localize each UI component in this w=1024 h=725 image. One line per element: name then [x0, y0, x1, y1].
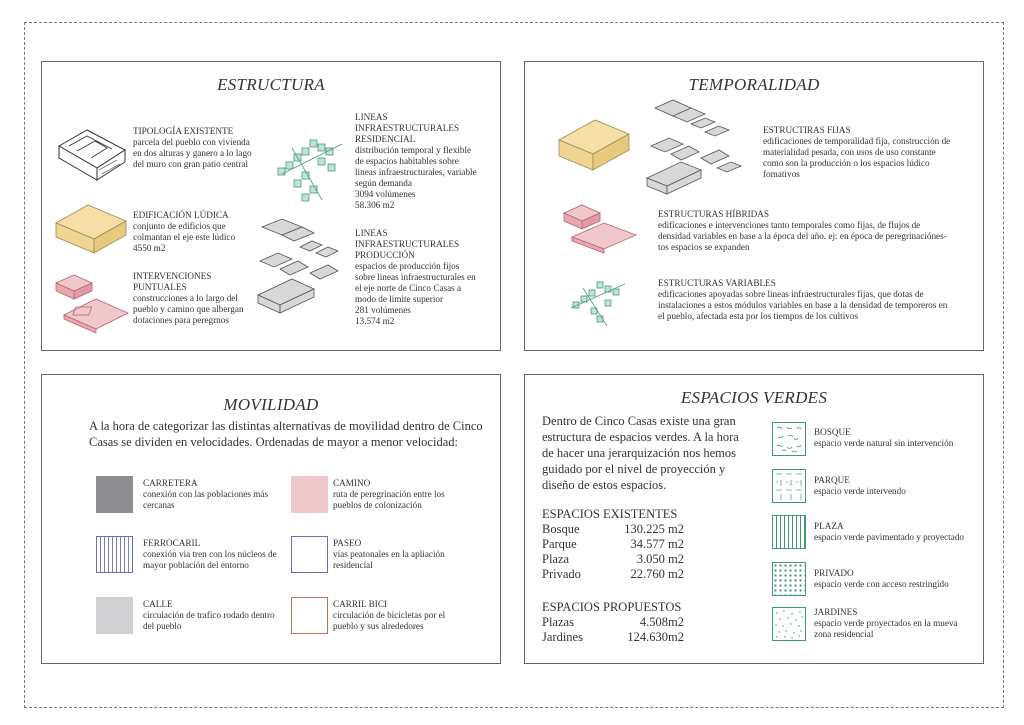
item-line: edificaciones de temporalidad fija, construcción de [763, 136, 951, 146]
hibridas-illustration [560, 203, 640, 253]
panel-temporalidad [524, 61, 984, 351]
item-head: RESIDENCIAL [355, 134, 416, 144]
legend-line: espacio verde intervendo [814, 486, 906, 496]
item-line: 3094 volúmenes [355, 189, 416, 199]
item-line: del pueblo [143, 621, 182, 631]
intro-line: estructura de espacios verdes. A la hora [542, 430, 739, 444]
intro-line: A la hora de categorizar las distintas alternativas de movilidad dentro de Cinco [89, 419, 483, 433]
panel-title: ESPACIOS VERDES [680, 388, 828, 407]
legend-head: PARQUE [814, 475, 850, 485]
item-line: vías peatonales en la apliación [333, 549, 445, 559]
intro-line: guidado por el nivel de proyección y [542, 462, 726, 476]
panel-estructura [41, 61, 501, 351]
item-head: CARRIL BICI [333, 599, 388, 609]
residencial-illustration [272, 134, 352, 214]
plaza-swatch [772, 515, 806, 549]
item-head: CARRETERA [143, 478, 198, 488]
legend-line: zona residencial [814, 629, 874, 639]
item-head: LINEAS [355, 112, 388, 122]
legend-head: PLAZA [814, 521, 844, 531]
item-line: circulación de bicicletas por el [333, 610, 446, 620]
item-line: colmantan el eje este lúdico [133, 232, 236, 242]
carretera-swatch [96, 476, 133, 513]
legend-head: JARDINES [814, 607, 858, 617]
item-line: como son la producción o los espacios lúdico [763, 158, 930, 168]
item-line: 4550 m2 [133, 243, 166, 253]
item-line: del muro con gran patio central [133, 159, 249, 169]
item-line: 58.306 m2 [355, 200, 395, 210]
panel-movilidad [41, 374, 501, 664]
privado-swatch [772, 562, 806, 596]
existentes-title: ESPACIOS EXISTENTES [542, 507, 678, 521]
item-line: edificaciones apoyadas sobre lineas infraestructurales fijas, que dotas de [658, 289, 924, 299]
item-line: 13.574 m2 [355, 316, 395, 326]
carril-bici-swatch [291, 597, 328, 634]
parque-swatch [772, 469, 806, 503]
item-head: PUNTUALES [133, 282, 187, 292]
item-line: modo de límite superior [355, 294, 444, 304]
item-head: PRODUCCIÓN [355, 250, 415, 260]
item-head: ESTRUCTURAS VARIABLES [658, 278, 776, 288]
item-line: dotaciones para peregrnos [133, 315, 229, 325]
item-line: 281 volúmenes [355, 305, 411, 315]
item-line: sobre lineas infraestructurales en [355, 272, 476, 282]
item-line: edificaciones e intervenciones tanto temporales como fijas, de flujos de [658, 220, 921, 230]
item-head: EDIFICACIÓN LÚDICA [133, 210, 229, 220]
item-head: INFRAESTRUCTURALES [355, 239, 460, 249]
intro-line: Dentro de Cinco Casas existe una gran [542, 414, 736, 428]
panel-title: ESTRUCTURA [217, 75, 325, 94]
item-line: de espacios habitables sobre [355, 156, 459, 166]
intervenciones-illustration [52, 273, 132, 333]
paseo-swatch [291, 536, 328, 573]
item-head: CALLE [143, 599, 173, 609]
item-head: CAMINO [333, 478, 371, 488]
intro-line: diseño de estos espacios. [542, 478, 667, 492]
legend-head: BOSQUE [814, 427, 851, 437]
item-line: materialidad pesada, con usos de uso constante [763, 147, 936, 157]
propuestos-title: ESPACIOS PROPUESTOS [542, 600, 682, 614]
item-line: residencial [333, 560, 373, 570]
item-line: parcela del pueblo con vivienda [133, 137, 250, 147]
item-line: mayor población del entorno [143, 560, 249, 570]
item-line: lineas infraestructurales, variable [355, 167, 477, 177]
item-line: conjunto de edificios que [133, 221, 226, 231]
legend-line: espacio verde con acceso restringido [814, 579, 949, 589]
ludica-illustration [54, 199, 129, 254]
item-line: tos espacios se expanden [658, 242, 750, 252]
legend-line: espacio verde pavimentado y proyectado [814, 532, 965, 542]
item-line: conexión via tren con los núcleos de [143, 549, 277, 559]
fijas-illustration [555, 98, 755, 198]
item-head: INTERVENCIONES [133, 271, 212, 281]
item-head: TIPOLOGÍA EXISTENTE [133, 126, 234, 136]
item-line: fomativos [763, 169, 800, 179]
item-line: conexión con las poblaciones más [143, 489, 269, 499]
bosque-swatch [772, 422, 806, 456]
item-line: distribución temporal y flexible [355, 145, 472, 155]
item-line: espacios de producción fijos [355, 261, 460, 271]
camino-swatch [291, 476, 328, 513]
item-line: pueblo y sus alrededores [333, 621, 424, 631]
item-head: INFRAESTRUCTURALES [355, 123, 460, 133]
item-line: construcciones a lo largo del [133, 293, 238, 303]
item-head: ESTRUCTIRAS FIJAS [763, 125, 851, 135]
intro-line: Casas se dividen en velocidades. Ordenadas de mayor a menor velocidad: [89, 435, 458, 449]
item-line: pueblos de colonización [333, 500, 422, 510]
item-line: el eje norte de Cinco Casas a [355, 283, 462, 293]
intro-line: de hacer una jerarquización nos hemos [542, 446, 737, 460]
ferrocaril-swatch [96, 536, 133, 573]
item-line: en dos alturas y ganero a lo lago [133, 148, 252, 158]
item-line: pueblo y camino que albergan [133, 304, 244, 314]
item-head: FERROCARIL [143, 538, 201, 548]
legend-line: espacio verde proyectados en la mueva [814, 618, 958, 628]
tipologia-illustration [57, 124, 127, 184]
item-line: según demanda [355, 178, 412, 188]
item-line: densidad variables en base a la época del año. ej: en época de peregrinaciónes- [658, 231, 947, 241]
item-line: cercanas [143, 500, 175, 510]
legend-head: PRIVADO [814, 568, 854, 578]
item-line: circulación de trafico rodado dentro [143, 610, 275, 620]
item-line: el pueblo, afectada esta por los tiempos de los cultivos [658, 311, 859, 321]
produccion-illustration [252, 217, 352, 317]
item-line: instalaciones a estos módulos variables en base a la densidad de temporeros en [658, 300, 948, 310]
variables-illustration [565, 278, 635, 333]
legend-line: espacio verde natural sin intervención [814, 438, 954, 448]
panel-espacios-verdes: ESPACIOS VERDES Dentro de Cinco Casas existe una gran estructura de espacios verdes. A la hora de hacer una jerarquización nos hemos guidado por el nivel de proyección y diseño de estos espacios. ESPACIOS EXISTENTES Bosque 130.225 m2 Parque 34.577 m2 Plaza 3.050 m2 Privado 22.760 m2 ESPACIOS PROPUESTOS Plazas 4.508m2 Jardines 124.630m2 BOSQUE espacio verde natural sin intervención PARQUE espacio verde intervendo PLAZA espacio verde pavimentado y proyectado PRIVADO espacio verde con acceso restringido JARDINES espacio verde proyectados en la mueva zona residencial [524, 374, 984, 664]
panel-title: TEMPORALIDAD [688, 75, 820, 94]
jardines-swatch [772, 607, 806, 641]
item-head: ESTRUCTURAS HÍBRIDAS [658, 209, 770, 219]
item-head: LINEAS [355, 228, 388, 238]
item-head: PASEO [333, 538, 362, 548]
item-line: ruta de peregrinación entre los [333, 489, 445, 499]
panel-title: MOVILIDAD [223, 395, 319, 414]
calle-swatch [96, 597, 133, 634]
